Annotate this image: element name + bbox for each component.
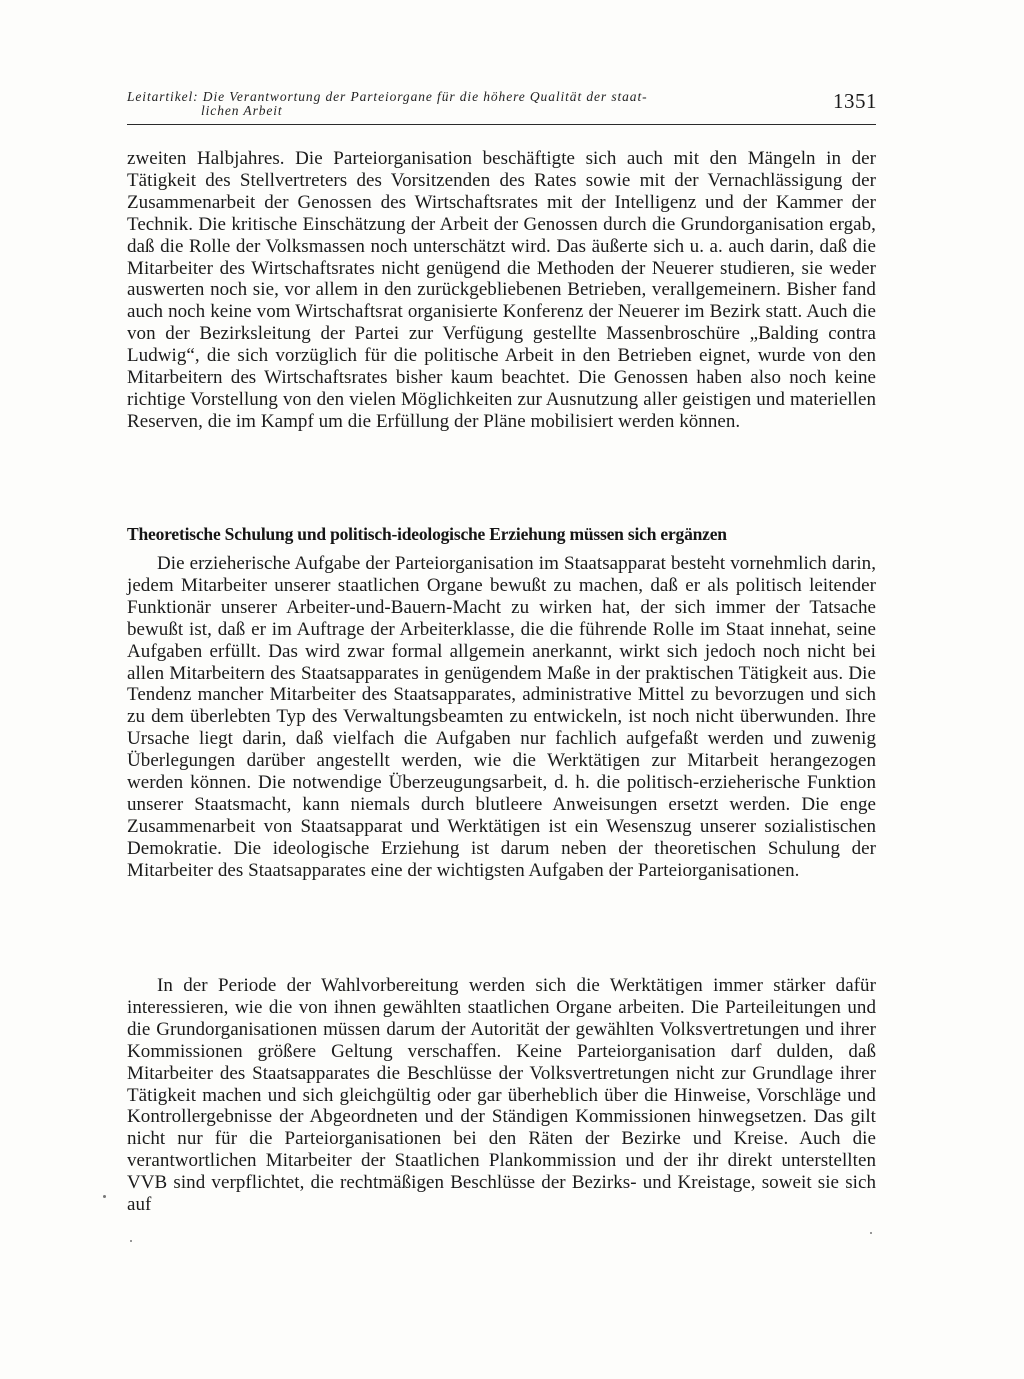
paragraph-text: zweiten Halbjahres. Die Parteiorganisation beschäftigte sich auch mit den Mängeln in der Tätigkeit des Stellvertreters des Vorsitzenden des Rates sowie mit der Vernachlässigung der Zusammenarbeit der Genossen des Wirtschaftsrates mit der Intelligenz und der Kammer der Technik. Die kritische Einschätzung der Arbeit der Genossen durch die Grundorganisation ergab, daß die Rolle der Volksmassen noch unterschätzt wird. Das äußerte sich u. a. auch darin, daß die Mitarbeiter des Wirtschaftsrates nicht genügend die Methoden der Neuerer studieren, sie weder auswerten noch sie, vor allem in den zurückgebliebenen Betrieben, verallgemeinern. Bisher fand auch noch keine vom Wirtschaftsrat organisierte Konferenz der Neuerer im Bezirk statt. Auch die von der Bezirksleitung der Partei zur Verfügung gestellte Massenbroschüre „Balding contra Ludwig“, die sich vorzüglich für die politische Arbeit in den Betrieben eignet, wurde von den Mitarbeitern des Wirtschaftsrates bisher kaum beachtet. Die Genossen haben also noch keine richtige Vorstellung von den vielen Möglichkeiten zur Ausnutzung aller geistigen und materiellen Reserven, die im Kampf um die Erfüllung der Pläne mobilisiert werden können. xyxy=(127,148,876,432)
page-number: 1351 xyxy=(833,89,877,113)
running-head-title xyxy=(127,90,787,118)
continuation-paragraph xyxy=(127,148,876,433)
paragraph-text: Die erzieherische Aufgabe der Parteiorganisation im Staatsapparat besteht vornehmlich darin, jedem Mitarbeiter unserer staatlichen Organe bewußt zu machen, daß er als politisch leitender Funktionär unserer Arbeiter-und-Bauern-Macht zu wirken hat, der sich immer der Tatsache bewußt ist, daß er im Auftrage der Arbeiterklasse, die die führende Rolle im Staat innehat, seine Aufgaben erfüllt. Das wird zwar formal allgemein anerkannt, wirkt sich jedoch noch nicht bei allen Mitarbeitern des Staatsapparates in genügendem Maße in der praktischen Tätigkeit aus. Die Tendenz mancher Mitarbeiter des Staatsapparates, administrative Mittel zu bevorzugen und sich zu dem überlebten Typ des Verwaltungsbeamten zu entwickeln, ist noch nicht überwunden. Ihre Ursache liegt darin, daß vielfach die Aufgaben nur fachlich aufgefaßt werden und zuwenig Überlegungen darüber angestellt werden, wie die Werktätigen zur Mitarbeit herangezogen werden können. Die notwendige Überzeugungsarbeit, d. h. die politisch-erzieherische Funktion unserer Staatsmacht, kann niemals durch blutleere Anweisungen ersetzt werden. Die enge Zusammenarbeit von Staatsapparat und Werktätigen ist ein Wesenszug unserer sozialistischen Demokratie. Die ideologische Erziehung ist darum neben der theoretischen Schulung der Mitarbeiter des Staatsapparates eine der wichtigsten Aufgaben der Parteiorganisationen. xyxy=(127,553,876,881)
running-head-title-line-2: lichen Arbeit xyxy=(201,103,283,118)
scan-speck xyxy=(103,1195,106,1198)
scan-speck xyxy=(870,1232,872,1234)
paragraph-text: In der Periode der Wahlvorbereitung werden sich die Werktätigen immer stärker dafür interessieren, wie die von ihnen gewählten staatlichen Organe arbeiten. Die Parteileitungen und die Grundorganisationen müssen darum der Autorität der gewählten Volksvertretungen und ihrer Kommissionen größere Geltung verschaffen. Keine Parteiorganisation darf dulden, daß Mitarbeiter des Staatsapparates die Beschlüsse der Volksvertretungen nicht zur Grundlage ihrer Tätigkeit machen und sich gleichgültig oder gar überheblich über die Hinweise, Vorschläge und Kontrollergebnisse der Abgeordneten und der Ständigen Kommissionen hinwegsetzen. Das gilt nicht nur für die Parteiorganisationen bei den Räten der Bezirke und Kreise. Auch die verantwortlichen Mitarbeiter der Staatlichen Plankommission und der ihr direkt unterstellten VVB sind verpflichtet, die rechtmäßigen Beschlüsse der Bezirks- und Kreistage, soweit sie sich auf xyxy=(127,975,876,1216)
running-head xyxy=(127,88,877,122)
header-rule xyxy=(127,124,876,125)
scan-speck xyxy=(130,1240,132,1242)
paragraph-2 xyxy=(127,975,876,1216)
section-heading: Theoretische Schulung und politisch-ideologische Erziehung müssen sich ergänzen xyxy=(127,524,727,544)
running-head-title-line-1: Leitartikel: Die Verantwortung der Parteiorgane für die höhere Qualität der staat- xyxy=(127,89,648,104)
paragraph-1 xyxy=(127,553,876,882)
